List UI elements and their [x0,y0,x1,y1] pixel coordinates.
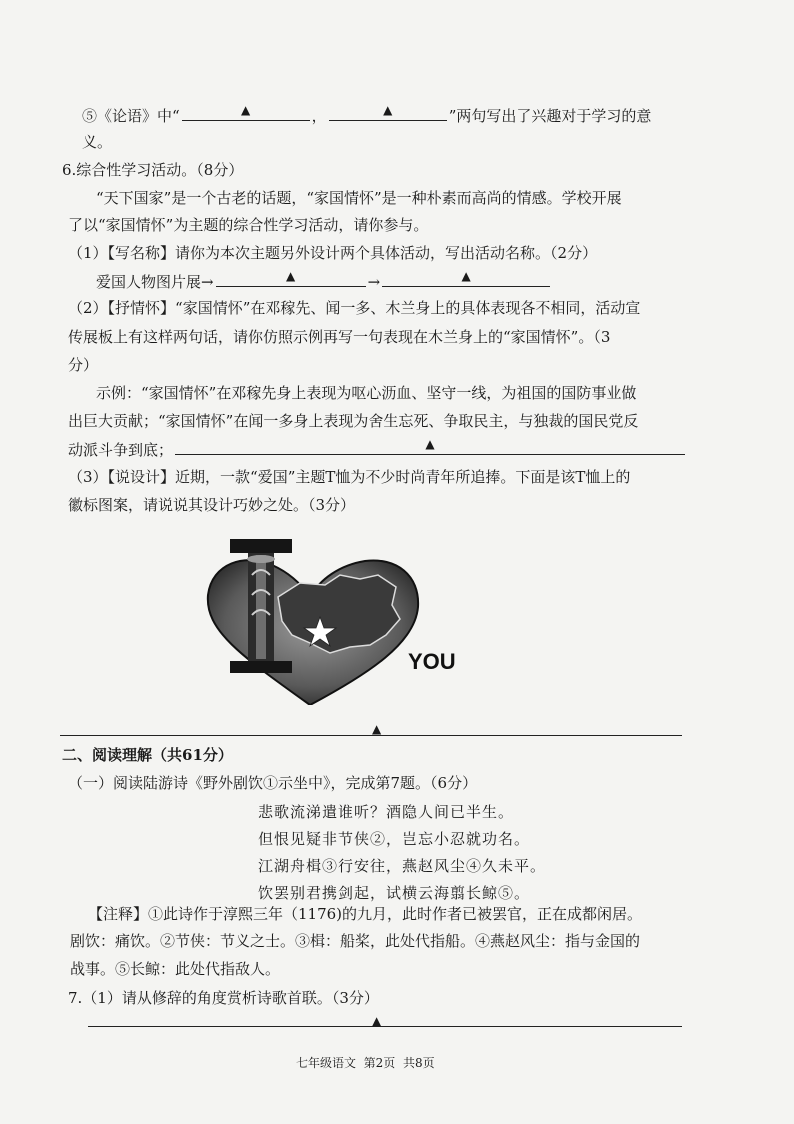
q7-question: 7.（1）请从修辞的角度赏析诗歌首联。（3分） [68,989,379,1007]
i-love-china-emblem [200,535,490,705]
q6-sub3: （3）【说设计】近期，一款“爱国”主题T恤为不少时尚青年所追捧。下面是该T恤上的 [68,468,631,486]
column-cap [247,555,275,563]
q5-line: ⑤《论语》中“ ▲ ， ▲ ”两句写出了兴趣对于学习的意 [82,103,652,125]
q6-sub2: 传展板上有这样两句话，请你仿照示例再写一句表现在木兰身上的“家国情怀”。（3 [68,328,611,346]
poem-notes: 【注释】①此诗作于淳熙三年（1176)的九月，此时作者已被罢官，正在成都闲居。 [88,905,643,923]
q6-title: 6.综合性学习活动。（8分） [62,161,244,179]
q6-intro: “天下国家”是一个古老的话题，“家国情怀”是一种朴素而高尚的情感。学校开展 [96,189,622,207]
poem-notes: 剧饮：痛饮。②节侠：节义之士。③楫：船桨，此处代指船。④燕赵风尘：指与金国的 [70,932,641,950]
answer-blank[interactable]: ▲ [175,438,685,455]
answer-line[interactable] [88,1026,682,1027]
q6-example: 示例：“家国情怀”在邓稼先身上表现为呕心沥血、坚守一线，为祖国的国防事业做 [96,384,637,402]
answer-blank[interactable]: ▲ [329,104,447,121]
poem-line: 悲歌流涕遣谁听？酒隐人间已半生。 [258,803,515,821]
emblem-graphic [200,535,490,705]
answer-blank[interactable]: ▲ [216,270,366,287]
emblem-you-text: YOU [408,649,456,674]
q6-sub3: 徽标图案，请说说其设计巧妙之处。（3分） [68,496,356,514]
i-letter-top [230,539,292,553]
q6-sub2: （2）【抒情怀】“家国情怀”在邓稼先、闻一多、木兰身上的具体表现各不相同，活动宣 [68,299,641,317]
q6-intro: 了以“家国情怀”为主题的综合性学习活动，请你参与。 [68,216,429,234]
reading-instruction: （一）阅读陆游诗《野外剧饮①示坐中》，完成第7题。（6分） [68,774,478,792]
q6-sub1-answer: 爱国人物图片展→ ▲ → ▲ [96,270,552,292]
i-letter-bottom [230,661,292,673]
q6-sub2: 分） [68,356,99,374]
q6-sub1: （1）【写名称】请你为本次主题另外设计两个具体活动，写出活动名称。（2分） [68,244,598,262]
answer-marker: ▲ [372,722,382,736]
answer-blank[interactable]: ▲ [382,270,550,287]
answer-marker: ▲ [372,1014,382,1028]
q6-example-answer: 动派斗争到底； ▲ [68,438,687,460]
poem-line: 但恨见疑非节侠②，岂忘小忍就功名。 [258,830,531,848]
section-title: 二、阅读理解（共61分） [62,746,233,764]
answer-line[interactable] [60,735,682,736]
q6-example: 出巨大贡献；“家国情怀”在闻一多身上表现为舍生忘死、争取民主，与独裁的国民党反 [68,412,639,430]
q5-line-cont: 义。 [82,133,113,151]
page-footer: 七年级语文 第2页 共8页 [296,1056,435,1070]
poem-line: 饮罢别君携剑起，试横云海翦长鲸⑤。 [258,884,531,902]
poem-line: 江湖舟楫③行安往，燕赵风尘④久未平。 [258,857,547,875]
answer-blank[interactable]: ▲ [182,104,310,121]
poem-notes: 战事。⑤长鲸：此处代指敌人。 [70,960,281,978]
